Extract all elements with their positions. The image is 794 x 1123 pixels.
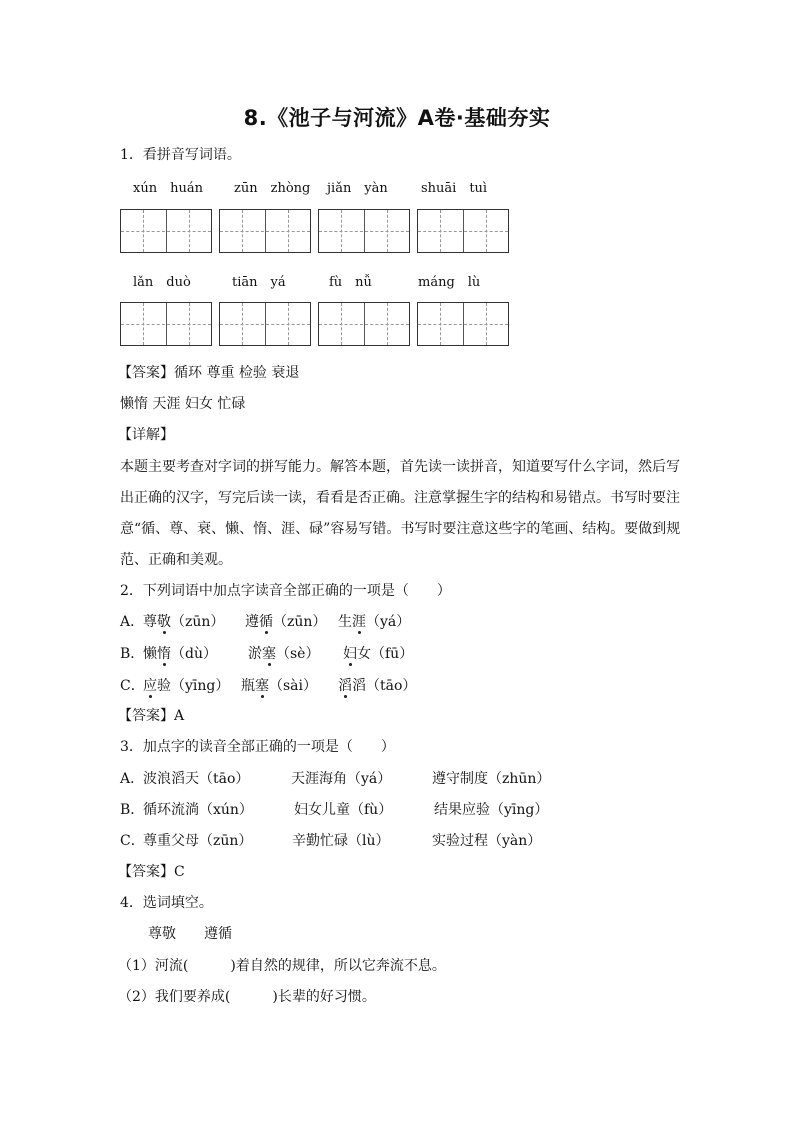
q2-answer: 【答案】A: [118, 708, 185, 724]
emphasis-dot-char: 塞: [262, 646, 276, 662]
q3-option-item: 尊重父母（zūn）: [143, 833, 253, 849]
q3-option-c: C．: [120, 833, 145, 849]
q2-option-item: 遵循（zūn）: [245, 614, 327, 630]
detail-tag: 【详解】: [118, 427, 174, 443]
q3-option-item: 实验过程（yàn）: [432, 833, 542, 849]
emphasis-dot-char: 敬: [157, 614, 171, 630]
q4-stem: 4．选词填空。: [120, 895, 213, 911]
detail-line: 出正确的汉字，写完后读一读，看看是否正确。注意掌握生字的结构和易错点。书写时要注: [120, 490, 680, 506]
q1-answer-line2: 懒惰 天涯 妇女 忙碌: [120, 396, 246, 412]
q1-pinyin: tiān yá: [232, 275, 286, 290]
q4-word-bank: 尊敬 遵循: [148, 926, 232, 942]
q1-pinyin: jiǎn yàn: [327, 181, 388, 196]
q3-option-item: 波浪滔天（tāo）: [143, 771, 250, 787]
writing-grid[interactable]: [318, 209, 410, 253]
answer-text: 循环 尊重 检验 衰退: [174, 365, 300, 381]
emphasis-dot-char: 涯: [352, 614, 366, 630]
q1-pinyin: shuāi tuì: [421, 181, 488, 196]
detail-line: 范、正确和美观。: [120, 552, 232, 568]
q2-option-item: 尊敬（zūn）: [143, 614, 225, 630]
writing-grid[interactable]: [120, 302, 212, 346]
writing-grid[interactable]: [318, 302, 410, 346]
q2-option-item: 生涯（yá）: [338, 614, 411, 630]
emphasis-dot-char: 循: [259, 614, 273, 630]
emphasis-dot-char: 塞: [255, 678, 269, 694]
q1-pinyin: lǎn duò: [133, 275, 191, 290]
emphasis-dot-char: 应: [143, 678, 157, 694]
writing-grid[interactable]: [120, 209, 212, 253]
writing-grid[interactable]: [219, 209, 311, 253]
q2-option-item: 妇女（fū）: [343, 646, 414, 662]
q1-pinyin: máng lù: [418, 275, 481, 290]
q2-option-item: 滔滔（tāo）: [338, 678, 417, 694]
emphasis-dot-char: 妇: [343, 646, 357, 662]
q2-option-a: A．: [120, 614, 145, 630]
q2-option-item: 懒惰（dù）: [143, 646, 217, 662]
q2-option-b: B．: [120, 646, 145, 662]
q3-option-item: 天涯海角（yá）: [291, 771, 392, 787]
detail-line: 意“循、尊、衰、懒、惰、涯、碌”容易写错。书写时要注意这些字的笔画、结构。要做到规: [120, 521, 681, 537]
q1-pinyin: fù nǚ: [329, 275, 372, 290]
q1-pinyin: xún huán: [133, 181, 203, 196]
q3-option-item: 辛勤忙碌（lù）: [292, 833, 390, 849]
emphasis-dot-char: 惰: [157, 646, 171, 662]
q3-option-item: 遵守制度（zhūn）: [432, 771, 551, 787]
detail-line: 本题主要考查对字词的拼写能力。解答本题，首先读一读拼音，知道要写什么字词，然后写: [120, 459, 680, 475]
emphasis-dot-char: 滔: [338, 678, 352, 694]
q3-option-item: 结果应验（yīng）: [434, 802, 549, 818]
q2-option-item: 淤塞（sè）: [248, 646, 320, 662]
q3-option-item: 循环流淌（xún）: [143, 802, 253, 818]
q1-answer: [118, 364, 299, 382]
q2-option-item: 应验（yīng）: [143, 678, 230, 694]
q3-option-a: A．: [120, 771, 145, 787]
q1-stem: 1．看拼音写词语。: [120, 147, 241, 163]
q3-option-item: 妇女儿童（fù）: [294, 802, 393, 818]
q1-pinyin: zūn zhòng: [234, 181, 311, 196]
writing-grid[interactable]: [417, 302, 509, 346]
writing-grid[interactable]: [219, 302, 311, 346]
q4-item: （1）河流( )着自然的规律，所以它奔流不息。: [118, 958, 446, 974]
q2-stem: 2．下列词语中加点字读音全部正确的一项是（ ）: [120, 583, 451, 599]
answer-tag: 【答案】: [118, 365, 174, 381]
writing-grid[interactable]: [417, 209, 509, 253]
q2-option-c: C．: [120, 678, 145, 694]
q3-option-b: B．: [120, 802, 145, 818]
q4-item: （2）我们要养成( )长辈的好习惯。: [118, 989, 376, 1005]
q3-stem: 3．加点字的读音全部正确的一项是（ ）: [120, 739, 395, 755]
q2-option-item: 瓶塞（sài）: [241, 678, 318, 694]
q3-answer: 【答案】C: [118, 864, 185, 880]
page-title: 8.《池子与河流》A卷·基础夯实: [243, 106, 551, 130]
